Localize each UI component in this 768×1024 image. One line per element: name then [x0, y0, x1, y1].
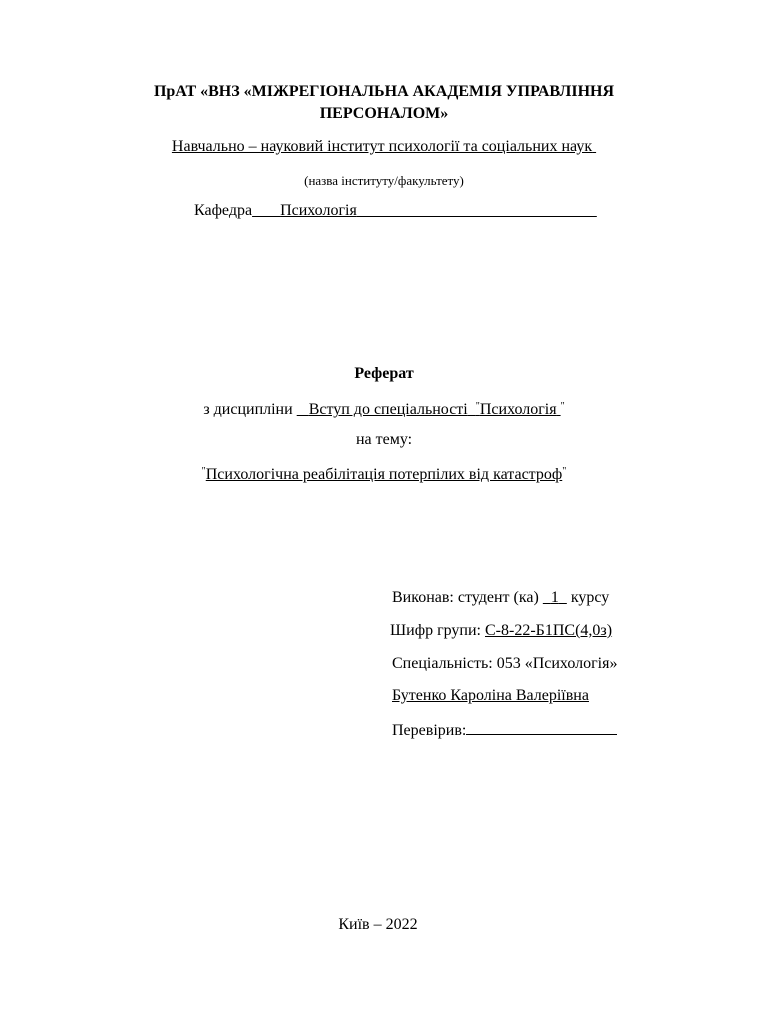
course-label: курсу	[570, 589, 610, 606]
quote-mark-open: "	[475, 401, 480, 412]
performed-label: Виконав: студент (ка)	[392, 589, 539, 606]
discipline-value-quoted: Психологія	[479, 401, 557, 418]
checked-signature-blank	[466, 719, 617, 735]
course-number: 1	[550, 589, 559, 606]
group-label: Шифр групи:	[390, 622, 481, 639]
student-name: Бутенко Кароліна Валеріївна	[392, 687, 589, 704]
discipline-label: з дисципліни	[203, 401, 293, 418]
document-title: Реферат	[354, 365, 414, 382]
specialty-line: Спеціальність: 053 «Психологія»	[392, 655, 618, 672]
discipline-line	[0, 397, 768, 420]
institute-underline-tail	[592, 138, 596, 155]
checked-label: Перевірив:	[392, 722, 467, 739]
topic-text: Психологічна реабілітація потерпілих від катастроф	[205, 466, 563, 483]
topic-quote-open: "	[201, 466, 206, 477]
department-line	[194, 201, 597, 221]
department-field	[252, 202, 597, 219]
checked-line	[392, 719, 617, 741]
institution-name-line2: ПЕРСОНАЛОМ»	[319, 105, 449, 122]
topic-line	[0, 462, 768, 485]
institution-name-line1: ПрАТ «ВНЗ «МІЖРЕГІОНАЛЬНА АКАДЕМІЯ УПРАВЛІННЯ	[153, 83, 615, 100]
department-value: Психологія	[280, 202, 357, 219]
performed-line	[392, 588, 609, 608]
institute-name-text: Навчально – науковий інститут психології та соціальних наук	[171, 138, 593, 155]
topic-label: на тему:	[355, 431, 413, 448]
institute-name	[0, 137, 768, 157]
topic-quote-close: "	[562, 466, 567, 477]
quote-mark-close: "	[560, 401, 565, 412]
discipline-field	[297, 401, 561, 418]
department-label: Кафедра	[194, 202, 253, 219]
group-value: С-8-22-Б1ПС(4,0з)	[485, 622, 613, 639]
course-field	[543, 589, 567, 606]
institute-caption: (назва інституту/факультету)	[304, 173, 464, 188]
discipline-value: Вступ до спеціальності	[308, 401, 468, 418]
city-year: Київ – 2022	[338, 916, 418, 933]
group-line	[390, 621, 612, 641]
